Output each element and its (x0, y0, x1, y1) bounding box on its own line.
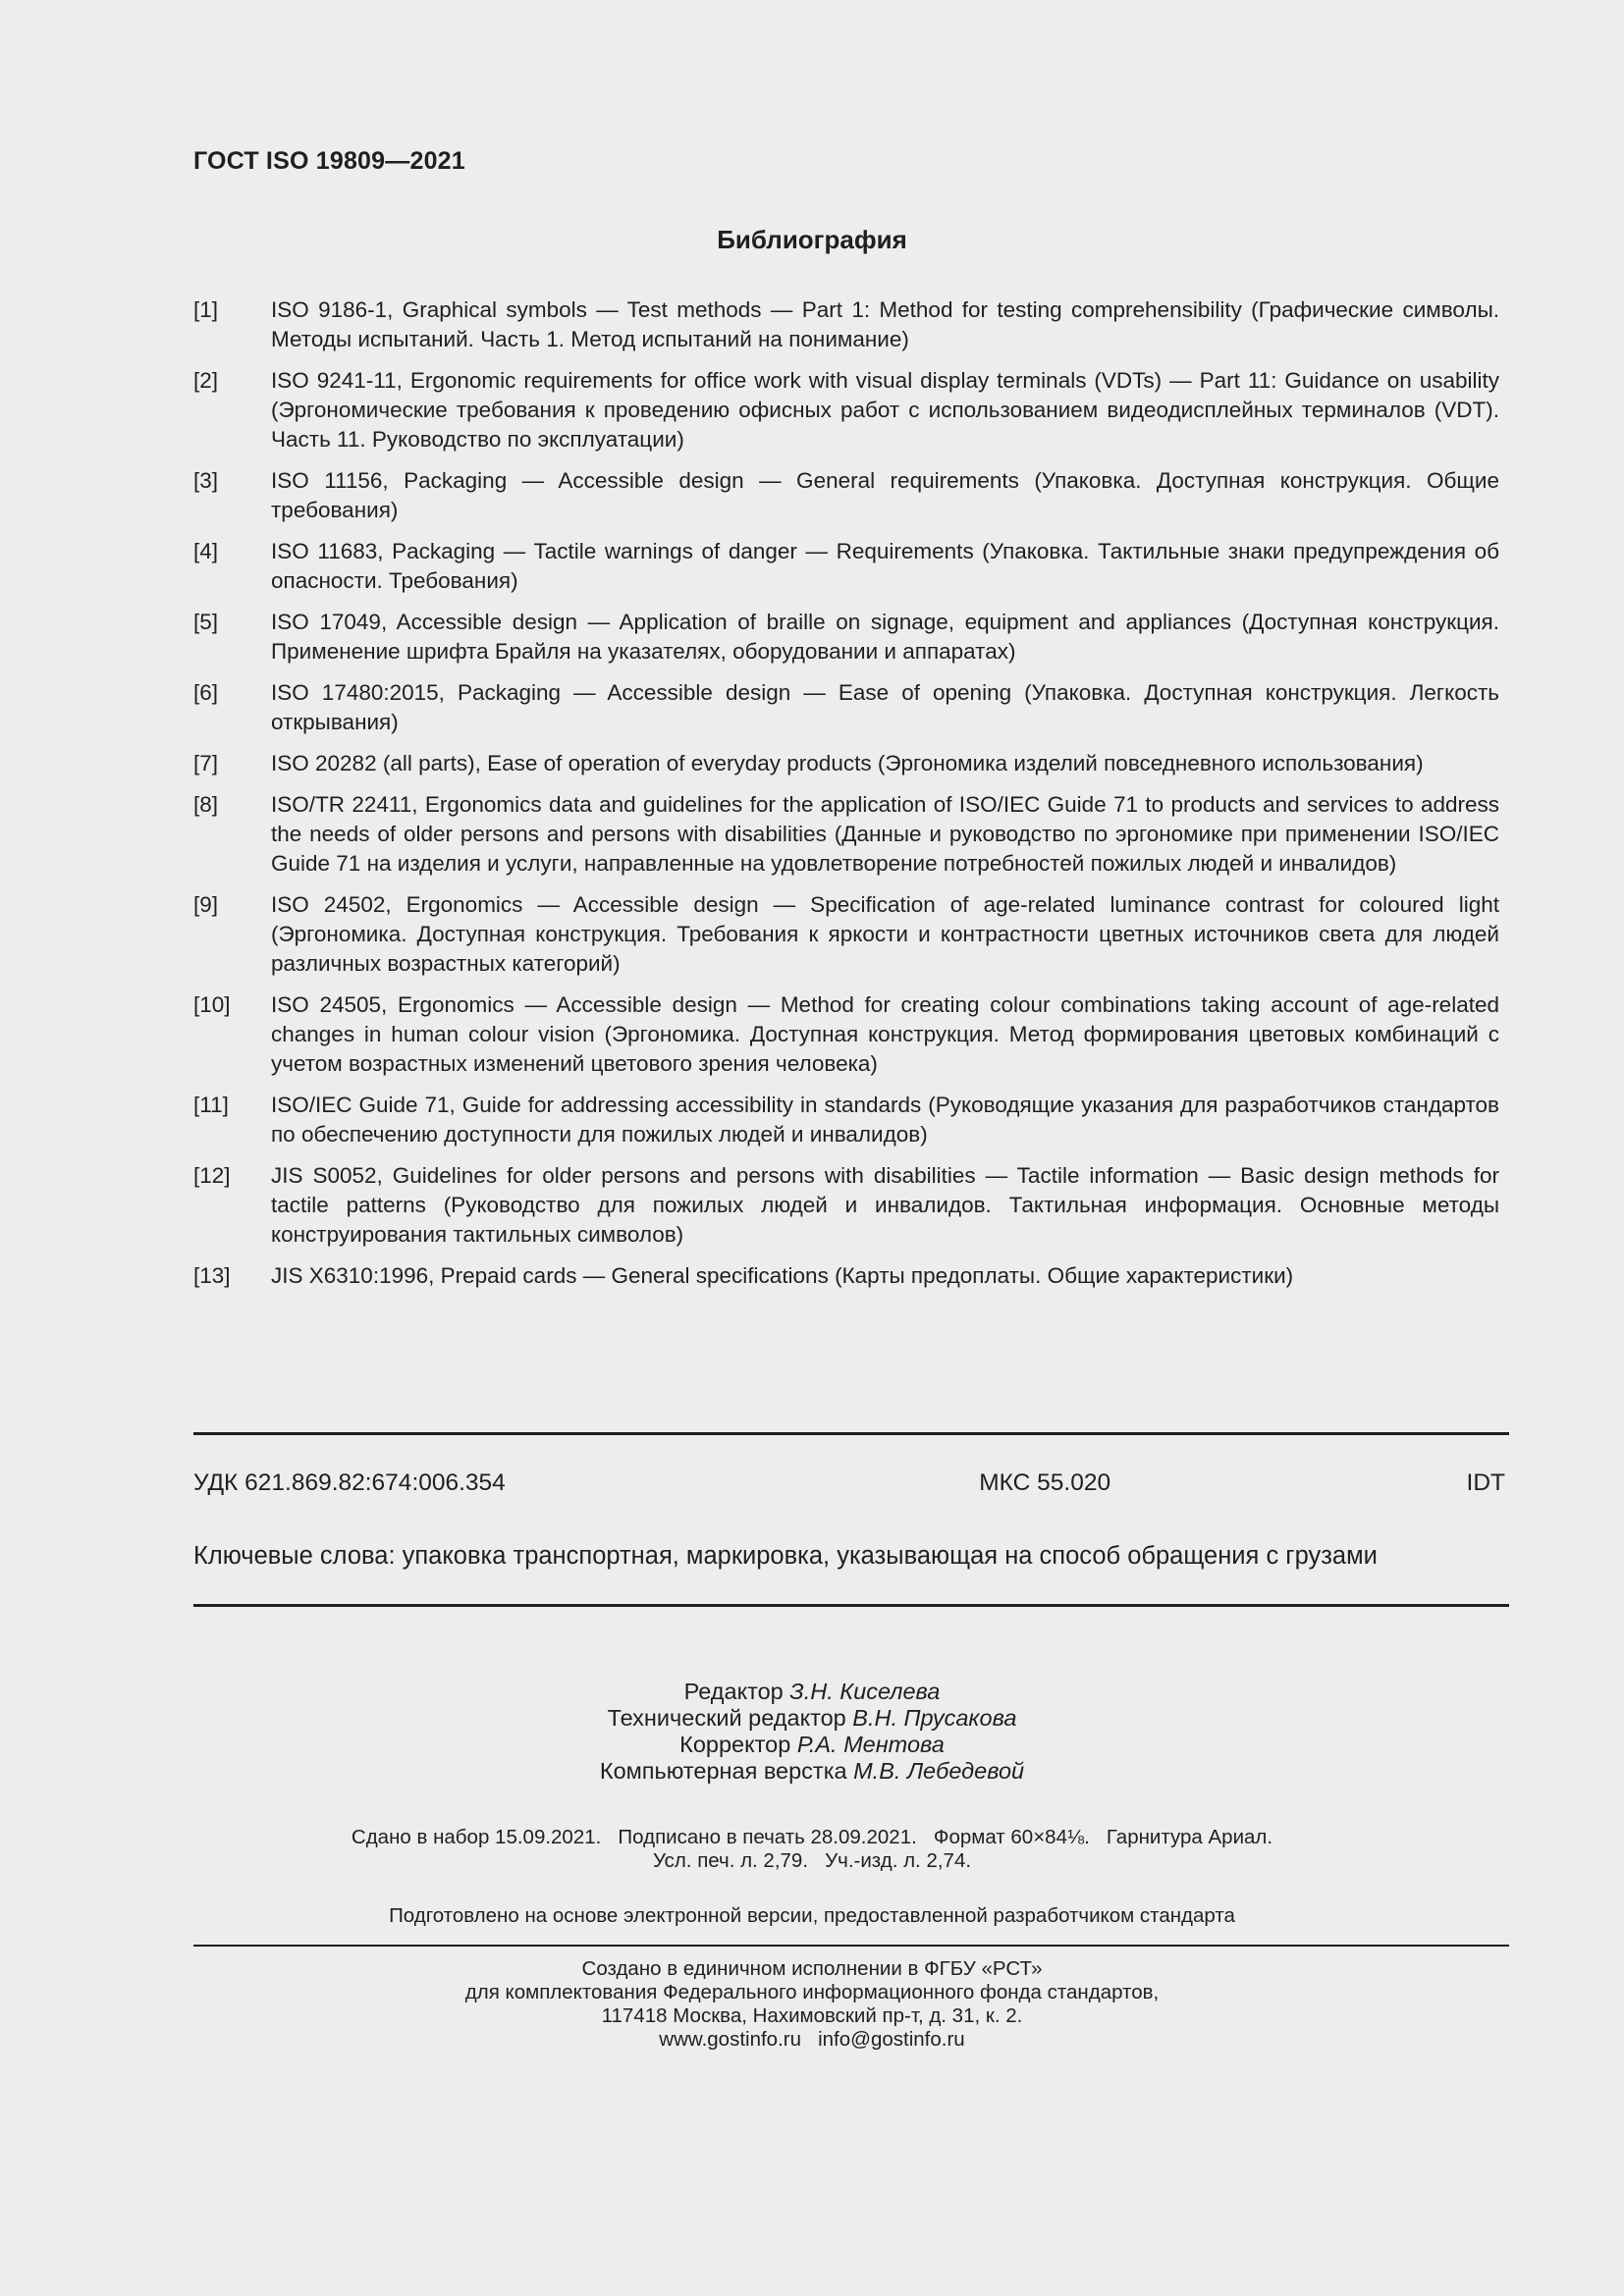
reference-item (193, 1261, 1499, 1291)
reference-text: ISO 9186-1, Graphical symbols — Test methods — Part 1: Method for testing comprehensibility (Графические символы. Методы испытаний. Часть 1. Метод испытаний на понимание) (271, 297, 1499, 351)
print-info-line: Усл. печ. л. 2,79. Уч.-изд. л. 2,74. (652, 1849, 972, 1872)
mks-code: МКС 55.020 (979, 1469, 1111, 1496)
reference-number: [2] (193, 368, 219, 393)
reference-number: [4] (193, 539, 219, 563)
reference-text: ISO 9241-11, Ergonomic requirements for office work with visual display terminals (VDTs) — Part 11: Guidance on usability (Эргономические требования к проведению офисных работ с использованием видеодисплейных терминалов (VDT). Часть 11. Руководство по эксплуатации) (271, 368, 1499, 452)
reference-item (193, 749, 1499, 778)
email-link[interactable]: info@gostinfo.ru (818, 2028, 965, 2051)
credit-tech-editor (0, 1705, 1624, 1732)
publisher-block (0, 1957, 1624, 2052)
credit-label: Редактор (683, 1679, 784, 1704)
credit-corrector (0, 1732, 1624, 1758)
reference-item (193, 678, 1499, 737)
credit-name: М.В. Лебедевой (853, 1758, 1025, 1784)
reference-number: [7] (193, 751, 219, 775)
keywords-line: Ключевые слова: упаковка транспортная, маркировка, указывающая на способ обращения с грузами (193, 1542, 1378, 1570)
divider-middle (193, 1604, 1509, 1607)
credit-layout (0, 1758, 1624, 1785)
divider-top (193, 1432, 1509, 1435)
credit-name: В.Н. Прусакова (852, 1705, 1017, 1731)
publisher-line: для комплектования Федерального информационного фонда стандартов, (464, 1981, 1160, 2003)
divider-bottom (193, 1945, 1509, 1947)
reference-text: ISO 24502, Ergonomics — Accessible design — Specification of age-related luminance contrast for coloured light (Эргономика. Доступная конструкция. Требования к яркости и контрастности цветных источников света для людей различных возрастных категорий) (271, 892, 1499, 976)
credit-name: Р.А. Ментова (796, 1732, 945, 1757)
classification-row (193, 1469, 1505, 1497)
credit-label: Технический редактор (607, 1705, 846, 1731)
reference-item (193, 990, 1499, 1079)
reference-item (193, 466, 1499, 525)
credit-editor (0, 1679, 1624, 1705)
reference-item (193, 295, 1499, 354)
section-title: Библиография (717, 225, 907, 254)
reference-text: JIS X6310:1996, Prepaid cards — General specifications (Карты предоплаты. Общие характеристики) (271, 1263, 1294, 1288)
document-code: ГОСТ ISO 19809—2021 (193, 147, 465, 175)
reference-item (193, 890, 1499, 979)
reference-number: [10] (193, 992, 231, 1017)
reference-number: [8] (193, 792, 219, 817)
reference-text: ISO 11156, Packaging — Accessible design — General requirements (Упаковка. Доступная конструкция. Общие требования) (271, 468, 1499, 522)
reference-text: ISO 11683, Packaging — Tactile warnings of danger — Requirements (Упаковка. Тактильные знаки предупреждения об опасности. Требования) (271, 539, 1499, 593)
reference-number: [11] (193, 1093, 229, 1117)
reference-item (193, 537, 1499, 596)
reference-text: ISO 17480:2015, Packaging — Accessible design — Ease of opening (Упаковка. Доступная конструкция. Легкость открывания) (271, 680, 1499, 734)
reference-text: ISO 17049, Accessible design — Application of braille on signage, equipment and appliances (Доступная конструкция. Применение шрифта Брайля на указателях, оборудовании и аппаратах) (271, 610, 1499, 664)
credit-label: Корректор (679, 1732, 791, 1757)
reference-number: [6] (193, 680, 219, 705)
publisher-line: Создано в единичном исполнении в ФГБУ «РСТ» (581, 1957, 1043, 1980)
credit-label: Компьютерная верстка (599, 1758, 847, 1784)
reference-item (193, 366, 1499, 454)
publisher-address: 117418 Москва, Нахимовский пр-т, д. 31, к. 2. (601, 2004, 1023, 2027)
idt-marker: IDT (1466, 1469, 1505, 1496)
reference-item (193, 1161, 1499, 1250)
reference-item (193, 608, 1499, 667)
udk-code: УДК 621.869.82:674:006.354 (193, 1469, 506, 1496)
print-info-line: Сдано в набор 15.09.2021. Подписано в печать 28.09.2021. Формат 60×84⅛. Гарнитура Ариал. (351, 1826, 1273, 1848)
reference-number: [5] (193, 610, 219, 634)
reference-list (193, 295, 1499, 1303)
prepared-note: Подготовлено на основе электронной версии, предоставленной разработчиком стандарта (389, 1904, 1235, 1927)
reference-item (193, 1091, 1499, 1149)
reference-text: ISO/IEC Guide 71, Guide for addressing accessibility in standards (Руководящие указания для разработчиков стандартов по обеспечению доступности для пожилых людей и инвалидов) (271, 1093, 1499, 1147)
reference-number: [1] (193, 297, 219, 322)
reference-text: JIS S0052, Guidelines for older persons and persons with disabilities — Tactile information — Basic design methods for tactile patterns (Руководство для пожилых людей и инвалидов. Тактильная информация. Основные методы конструирования тактильных символов) (271, 1163, 1499, 1247)
website-link[interactable]: www.gostinfo.ru (659, 2028, 801, 2051)
reference-number: [3] (193, 468, 219, 493)
reference-item (193, 790, 1499, 879)
reference-number: [9] (193, 892, 219, 917)
reference-text: ISO 20282 (all parts), Ease of operation of everyday products (Эргономика изделий повседневного использования) (271, 751, 1424, 775)
reference-number: [13] (193, 1263, 231, 1288)
credits-block (0, 1679, 1624, 1785)
reference-number: [12] (193, 1163, 231, 1188)
print-info (0, 1826, 1624, 1873)
reference-text: ISO 24505, Ergonomics — Accessible design — Method for creating colour combinations taking account of age-related changes in human colour vision (Эргономика. Доступная конструкция. Метод формирования цветовых комбинаций с учетом возрастных изменений цветового зрения человека) (271, 992, 1499, 1076)
publisher-contacts (0, 2028, 1624, 2052)
reference-text: ISO/TR 22411, Ergonomics data and guidelines for the application of ISO/IEC Guide 71 to products and services to address the needs of older persons and persons with disabilities (Данные и руководство по эргономике при применении ISO/IEC Guide 71 на изделия и услуги, направленные на удовлетворение потребностей пожилых людей и инвалидов) (271, 792, 1499, 876)
credit-name: З.Н. Киселева (789, 1679, 941, 1704)
